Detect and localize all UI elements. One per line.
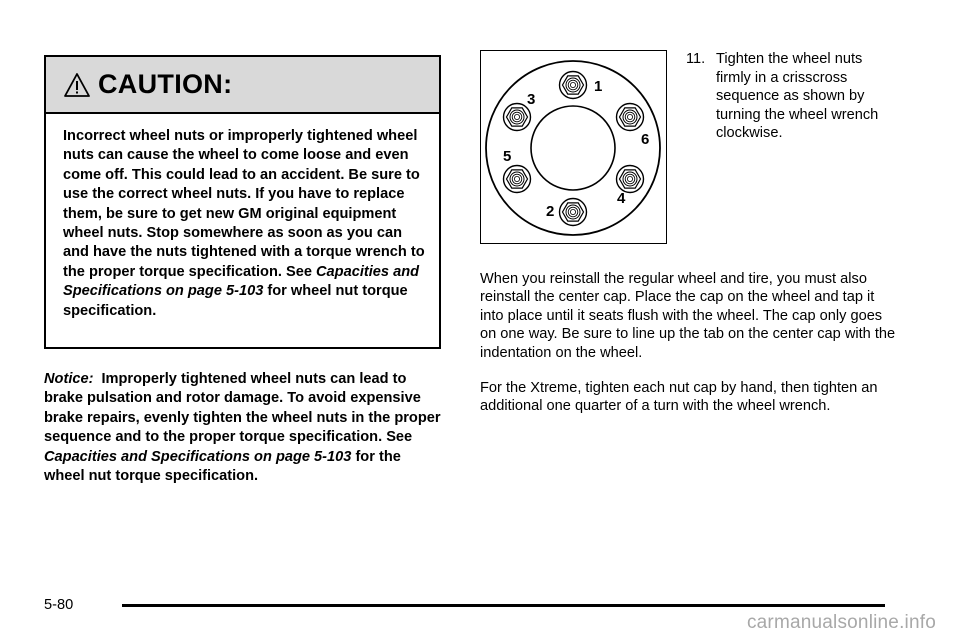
wheel-nut-2 — [560, 199, 587, 226]
watermark: carmanualsonline.info — [746, 612, 936, 633]
caution-text: Incorrect wheel nuts or improperly tightened wheel nuts can cause the wheel to come loose and even come off. This could lead to an accident. Be sure to use the correct wheel nuts. If you have to replace them, be sure to get new GM original equipment wheel nuts. Stop somewhere as soon as you can and have the nuts tightened with a torque wrench to the proper torque specification. See — [63, 128, 425, 280]
footer-rule — [122, 604, 885, 607]
caution-link[interactable]: Capacities and Specifications on page 5-103 — [63, 263, 420, 300]
nut-label-4: 4 — [617, 190, 626, 207]
warning-triangle-icon — [64, 72, 90, 98]
caution-body — [46, 114, 439, 321]
wheel-nut-1 — [560, 72, 587, 99]
center-hole — [531, 106, 615, 190]
wheel-nut-diagram — [480, 50, 667, 244]
paragraph-center-cap: When you reinstall the regular wheel and tire, you must also reinstall the center cap. Place the cap on the wheel and tap it into place until it seats flush with the wheel. The cap only goes on one way. Be sure to line up the tab on the center cap with the indentation on the wheel. — [480, 271, 896, 361]
caution-box — [44, 55, 441, 349]
paragraph-xtreme: For the Xtreme, tighten each nut cap by hand, then tighten an additional one quarter of a turn with the wheel wrench. — [480, 380, 878, 415]
caution-header — [46, 57, 439, 114]
notice — [44, 370, 442, 486]
step-text: Tighten the wheel nuts firmly in a crisscross sequence as shown by turning the wheel wrench clockwise. — [716, 51, 879, 142]
nut-label-5: 5 — [503, 148, 512, 165]
nut-label-2: 2 — [546, 203, 555, 220]
caution-text-end: for wheel nut torque specification. — [63, 283, 408, 319]
notice-link[interactable]: Capacities and Specifications on page 5-103 — [44, 448, 352, 465]
wheel-nut-6 — [617, 104, 644, 131]
wheel-nut-diagram-svg — [481, 51, 665, 242]
wheel-nut-5 — [504, 166, 531, 193]
step-number: 11. — [686, 51, 706, 67]
wheel-nut-4 — [617, 166, 644, 193]
nut-label-3: 3 — [527, 91, 536, 108]
nut-label-1: 1 — [594, 78, 603, 95]
notice-label: Notice: — [44, 371, 94, 387]
notice-text: Improperly tightened wheel nuts can lead to brake pulsation and rotor damage. To avoid expensive brake repairs, evenly tighten the wheel nuts in the proper sequence and to the proper torque specification. See — [44, 371, 441, 446]
page-number: 5-80 — [44, 597, 74, 613]
nut-label-6: 6 — [641, 131, 650, 148]
notice-text-end: for the wheel nut torque specification. — [44, 448, 401, 485]
caution-title: CAUTION: — [98, 69, 233, 99]
